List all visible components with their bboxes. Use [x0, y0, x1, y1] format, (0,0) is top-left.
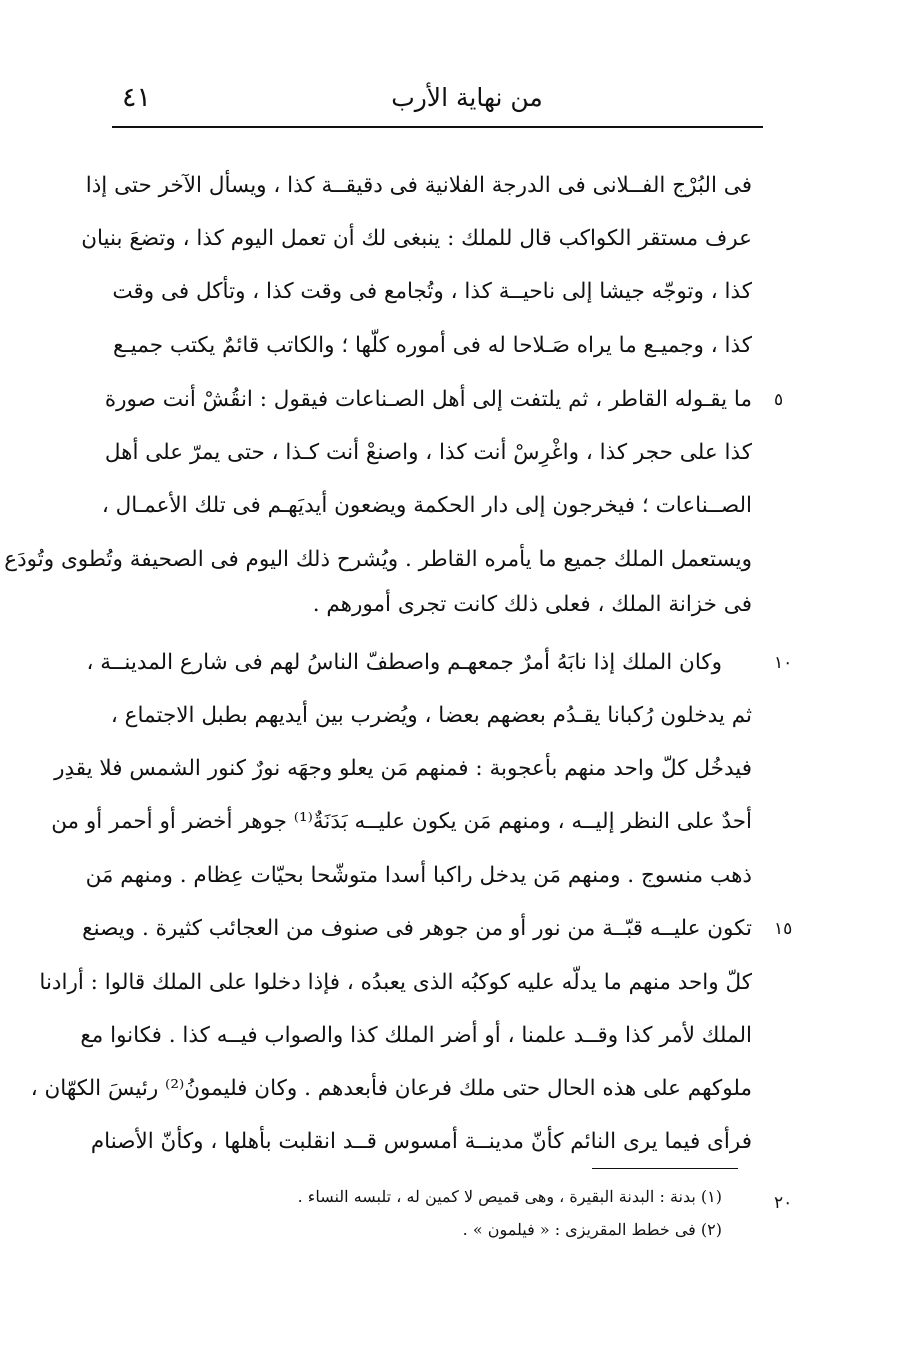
text-line: الملك لأمر كذا وقــد علمنا ، أو أضر الملك كذا والصواب فيــه كذا . فكانوا مع [80, 1023, 752, 1048]
text-line: ملوكهم على هذه الحال حتى ملك فرعان فأبعدهم . وكان فليمونُ⁽²⁾ رئيسَ الكهّان ، [30, 1076, 752, 1101]
text-line: كذا ، وجميـع ما يراه صَـلاحا له فى أموره كلّها ؛ والكاتب قائمٌ يكتب جميـع [113, 333, 752, 358]
text-line: ذهب منسوج . ومنهم مَن يدخل راكبا أسدا متوشّحا بحيّات عِظام . ومنهم مَن [85, 863, 752, 888]
text-line: تكون عليــه قبّــة من نور أو من جوهر فى صنوف من العجائب كثيرة . ويصنع [82, 916, 752, 941]
footnote: (١) بدنة : البدنة البقيرة ، وهى قميص لا كمين له ، تلبسه النساء . [297, 1187, 722, 1206]
footnote: (٢) فى خطط المقريزى : « فيلمون » . [462, 1220, 722, 1239]
text-line: عرف مستقر الكواكب قال للملك : ينبغى لك أن تعمل اليوم كذا ، وتضعَ بنيان [81, 226, 752, 251]
line-number: ٢٠ [774, 1193, 793, 1213]
text-line: ثم يدخلون رُكبانا يقـدُم بعضهم بعضا ، ويُضرب بين أيديهم بطبل الاجتماع ، [110, 703, 752, 728]
text-line: كذا على حجر كذا ، واغْرِسْ أنت كذا ، واصنعْ أنت كـذا ، حتى يمرّ على أهل [104, 440, 752, 465]
text-line: الصــناعات ؛ فيخرجون إلى دار الحكمة ويضعون أيديَهـم فى تلك الأعمـال ، [101, 493, 752, 518]
text-line: فى البُرْج الفــلانى فى الدرجة الفلانية فى دقيقــة كذا ، ويسأل الآخر حتى إذا [85, 173, 752, 198]
text-line: فيدخُل كلّ واحد منهم بأعجوبة : فمنهم مَن يعلو وجهَه نورٌ كنور الشمس فلا يقدِر [54, 756, 752, 781]
page-header [112, 78, 762, 124]
page-number: ٤١ [122, 82, 152, 113]
text-line: ما يقـوله القاطر ، ثم يلتفت إلى أهل الصـناعات فيقول : انقُشْ أنت صورة [104, 387, 752, 412]
line-number: ١٠ [774, 653, 793, 673]
line-number: ٥ [774, 390, 784, 410]
text-line: كلّ واحد منهم ما يدلّه عليه كوكبُه الذى يعبدُه ، فإذا دخلوا على الملك قالوا : أرادنا [39, 970, 752, 995]
text-line: ويستعمل الملك جميع ما يأمره القاطر . ويُشرح ذلك اليوم فى الصحيفة وتُطوى وتُودَع [4, 547, 752, 572]
text-line: وكان الملك إذا نابَهُ أمرٌ جمعهـم واصطفّ الناسُ لهم فى شارع المدينــة ، [86, 650, 722, 675]
header-rule [112, 126, 763, 128]
text-line: أحدٌ على النظر إليــه ، ومنهم مَن يكون عليــه بَدَنَةٌ⁽¹⁾ جوهر أخضر أو أحمر أو من [51, 809, 752, 834]
footnote-rule [592, 1168, 738, 1169]
line-number: ١٥ [774, 919, 793, 939]
text-line: فرأى فيما يرى النائم كأنّ مدينــة أمسوس قــد انقلبت بأهلها ، وكأنّ الأصنام [90, 1129, 752, 1154]
running-title: من نهاية الأرب [391, 83, 543, 112]
text-line: كذا ، وتوجّه جيشا إلى ناحيــة كذا ، وتُجامع فى وقت كذا ، وتأكل فى وقت [112, 279, 752, 304]
text-line: فى خزانة الملك ، فعلى ذلك كانت تجرى أمورهم . [312, 592, 752, 617]
